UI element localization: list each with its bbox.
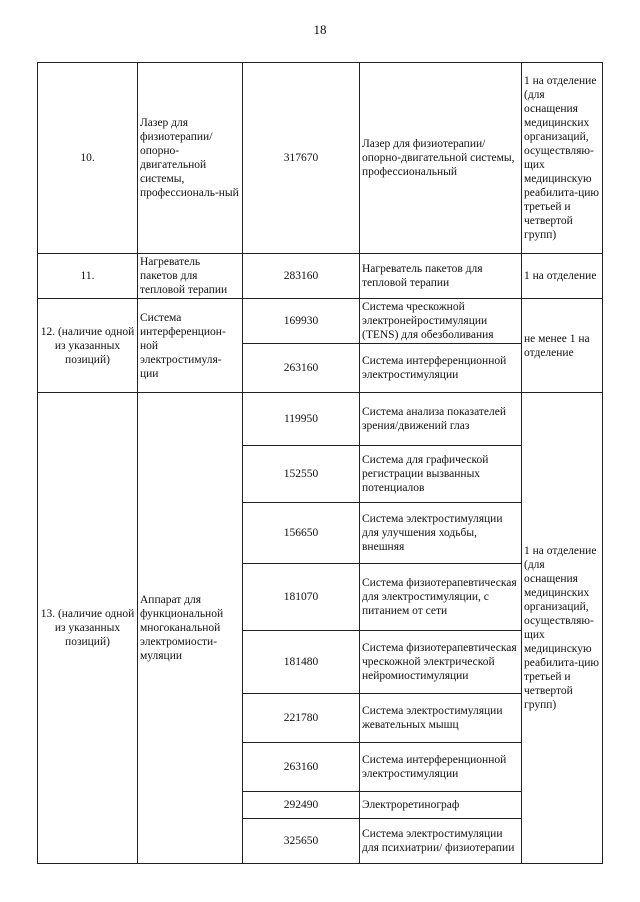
type-name: Система интерференционной электростимуляции — [360, 743, 522, 792]
row-number: 13. (наличие одной из указанных позиций) — [38, 393, 138, 864]
equipment-name: Аппарат для функциональной многоканальной электромиости-муляции — [138, 393, 243, 864]
type-code: 325650 — [243, 819, 360, 864]
type-code: 292490 — [243, 792, 360, 819]
type-code: 169930 — [243, 299, 360, 344]
table-row — [38, 393, 603, 446]
equipment-name: Лазер для физиотерапии/ опорно-двигательной системы, профессиональ-ный — [138, 63, 243, 254]
equipment-table — [37, 62, 603, 864]
row-number: 11. — [38, 254, 138, 299]
table-row — [38, 299, 603, 344]
type-code: 152550 — [243, 446, 360, 503]
quantity: 1 на отделение (для оснащения медицинских организаций, осуществляю-щих медицинскую реабилита-цию третьей и четвертой групп) — [522, 393, 603, 864]
row-number: 12. (наличие одной из указанных позиций) — [38, 299, 138, 393]
type-code: 181070 — [243, 564, 360, 631]
type-name: Система для графической регистрации вызванных потенциалов — [360, 446, 522, 503]
type-name: Лазер для физиотерапии/опорно-двигательной системы, профессиональный — [360, 63, 522, 254]
type-code: 317670 — [243, 63, 360, 254]
row-number: 10. — [38, 63, 138, 254]
type-code: 119950 — [243, 393, 360, 446]
type-name: Система анализа показателей зрения/движений глаз — [360, 393, 522, 446]
quantity: 1 на отделение — [522, 254, 603, 299]
type-name: Электроретинограф — [360, 792, 522, 819]
type-code: 283160 — [243, 254, 360, 299]
type-code: 181480 — [243, 631, 360, 694]
page-number: 18 — [313, 22, 327, 37]
quantity: не менее 1 на отделение — [522, 299, 603, 393]
type-name: Система физиотерапевтическая чрескожной электрической нейромиостимуляции — [360, 631, 522, 694]
type-code: 156650 — [243, 503, 360, 564]
type-name: Система физиотерапевтическая для электростимуляции, с питанием от сети — [360, 564, 522, 631]
table-row — [38, 254, 603, 299]
type-name: Нагреватель пакетов для тепловой терапии — [360, 254, 522, 299]
equipment-name: Система интерференцион-ной электростимуля-ции — [138, 299, 243, 393]
type-code: 221780 — [243, 694, 360, 743]
type-code: 263160 — [243, 344, 360, 393]
type-name: Система чрескожной электронейростимуляции (TENS) для обезболивания — [360, 299, 522, 344]
type-name: Система электростимуляции для улучшения ходьбы, внешняя — [360, 503, 522, 564]
equipment-name: Нагреватель пакетов для тепловой терапии — [138, 254, 243, 299]
type-name: Система электростимуляции жевательных мышц — [360, 694, 522, 743]
type-name: Система электростимуляции для психиатрии/ физиотерапии — [360, 819, 522, 864]
type-code: 263160 — [243, 743, 360, 792]
quantity: 1 на отделение (для оснащения медицинских организаций, осуществляю-щих медицинскую реабилита-цию третьей и четвертой групп) — [522, 63, 603, 254]
table-row — [38, 63, 603, 254]
type-name: Система интерференционной электростимуляции — [360, 344, 522, 393]
